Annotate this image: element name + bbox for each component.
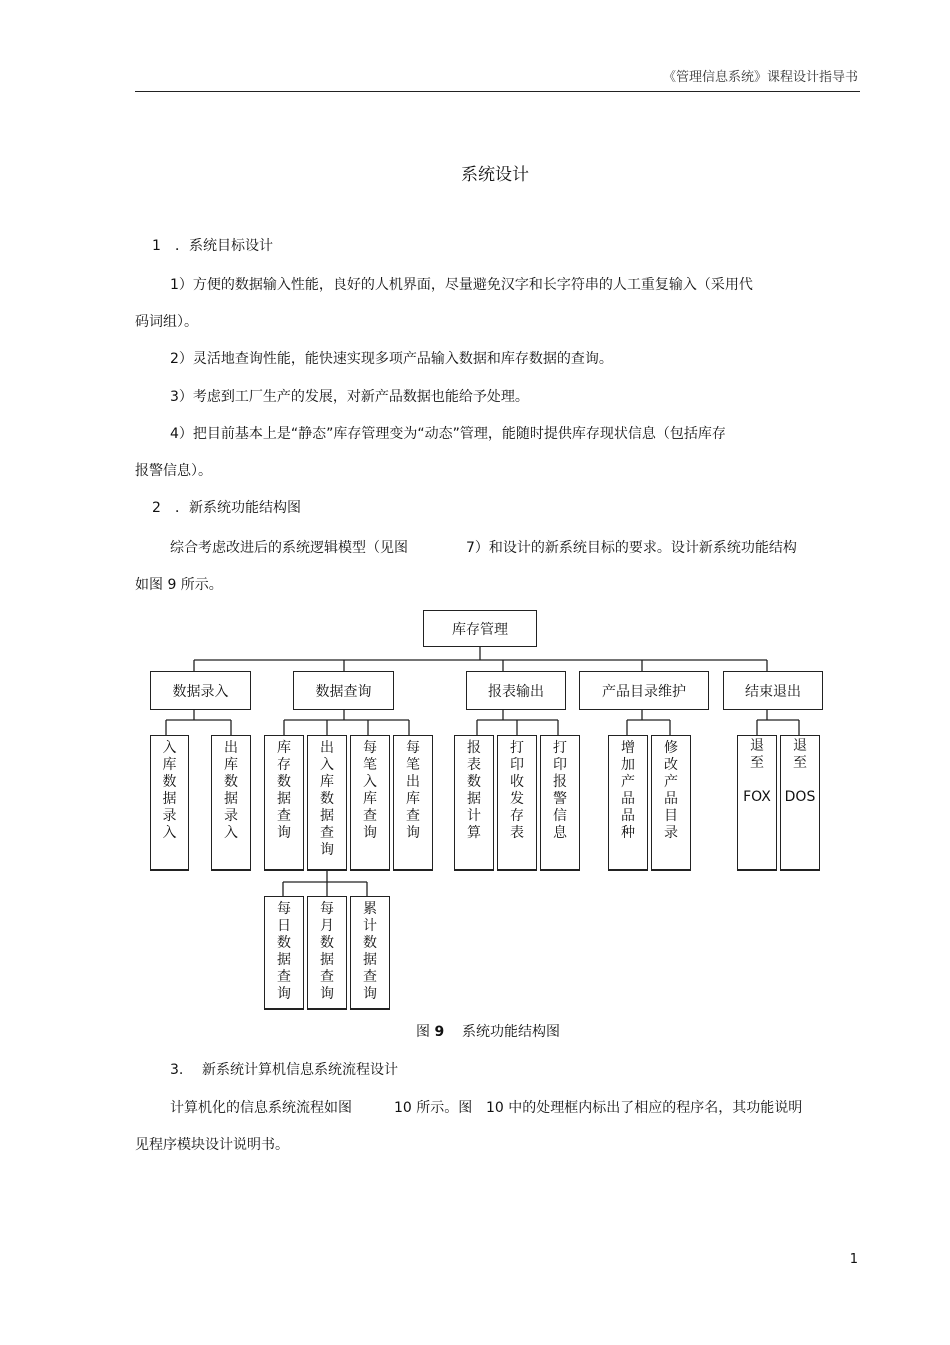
section-3-para-d: 见程序模块设计说明书。 bbox=[135, 1137, 289, 1153]
node-inout-query-label: 出 入 库 数 据 查 询 bbox=[320, 740, 334, 858]
node-stock-query bbox=[264, 735, 304, 871]
section-2-number: 2 bbox=[152, 500, 161, 516]
node-edit-catalog bbox=[651, 735, 691, 871]
node-cumulative-query bbox=[350, 896, 390, 1010]
node-data-entry: 数据录入 bbox=[150, 671, 251, 710]
node-outbound-entry bbox=[211, 735, 251, 871]
node-report-calc-label: 报 表 数 据 计 算 bbox=[467, 740, 481, 841]
figure-caption-text: 系统功能结构图 bbox=[462, 1024, 561, 1040]
node-data-query: 数据查询 bbox=[293, 671, 394, 710]
section-3-title: 新系统计算机信息系统流程设计 bbox=[202, 1062, 398, 1078]
node-stock-query-label: 库 存 数 据 查 询 bbox=[277, 740, 291, 841]
node-inbound-entry-label: 入 库 数 据 录 入 bbox=[162, 740, 177, 841]
node-print-alarm-label: 打 印 报 警 信 息 bbox=[553, 740, 567, 841]
page-number: 1 bbox=[849, 1252, 858, 1267]
goal-item-1-cont: 码词组）。 bbox=[135, 314, 198, 330]
goal-item-3: 3）考虑到工厂生产的发展，对新产品数据也能给予处理。 bbox=[170, 389, 529, 405]
section-2-para-b: 7）和设计的新系统目标的要求。设计新系统功能结构 bbox=[466, 540, 797, 556]
node-exit-dos bbox=[780, 735, 820, 871]
figure-caption-label: 图 bbox=[416, 1024, 430, 1040]
node-print-inventory bbox=[497, 735, 537, 871]
node-exit-fox-label: 退 至 FOX bbox=[743, 738, 771, 805]
node-report-calc bbox=[454, 735, 494, 871]
node-monthly-query bbox=[307, 896, 347, 1010]
section-1-title: ．系统目标设计 bbox=[175, 238, 273, 254]
node-exit-fox bbox=[737, 735, 777, 871]
node-report-output: 报表输出 bbox=[466, 671, 566, 710]
section-1-number: 1 bbox=[152, 238, 161, 254]
node-exit: 结束退出 bbox=[723, 671, 823, 710]
section-3-para-b: 10 所示。图 bbox=[394, 1100, 473, 1116]
node-daily-query bbox=[264, 896, 304, 1010]
page-title: 系统设计 bbox=[461, 165, 529, 185]
node-each-inbound-query bbox=[350, 735, 390, 871]
goal-item-4: 4）把目前基本上是“静态”库存管理变为“动态”管理，能随时提供库存现状信息（包括库存 bbox=[170, 426, 726, 442]
node-each-outbound-query bbox=[393, 735, 433, 871]
node-inout-query bbox=[307, 735, 347, 871]
node-print-inventory-label: 打 印 收 发 存 表 bbox=[510, 740, 524, 841]
node-catalog-maintenance: 产品目录维护 bbox=[579, 671, 709, 710]
node-inbound-entry bbox=[150, 735, 189, 871]
node-add-product-label: 增 加 产 品 品 种 bbox=[621, 740, 635, 841]
section-3-para-a: 计算机化的信息系统流程如图 bbox=[170, 1100, 352, 1116]
section-2-title: ．新系统功能结构图 bbox=[175, 500, 301, 516]
figure-caption bbox=[416, 1021, 560, 1041]
node-monthly-query-label: 每 月 数 据 查 询 bbox=[320, 901, 334, 1002]
section-2-para-a: 综合考虑改进后的系统逻辑模型（见图 bbox=[170, 540, 408, 556]
node-print-alarm bbox=[540, 735, 580, 871]
node-root: 库存管理 bbox=[423, 610, 537, 647]
section-3-number: 3. bbox=[170, 1062, 184, 1078]
goal-item-4-cont: 报警信息）。 bbox=[135, 463, 212, 479]
figure-caption-number: 9 bbox=[434, 1024, 445, 1040]
goal-item-2: 2）灵活地查询性能，能快速实现多项产品输入数据和库存数据的查询。 bbox=[170, 351, 613, 367]
section-3-para-c: 10 中的处理框内标出了相应的程序名，其功能说明 bbox=[486, 1100, 803, 1116]
node-exit-dos-label: 退 至 DOS bbox=[784, 738, 816, 805]
node-edit-catalog-label: 修 改 产 品 目 录 bbox=[664, 740, 678, 841]
node-cumulative-query-label: 累 计 数 据 查 询 bbox=[363, 901, 377, 1002]
node-add-product bbox=[608, 735, 648, 871]
section-2-para-c: 如图 9 所示。 bbox=[135, 577, 223, 593]
running-header: 《管理信息系统》课程设计指导书 bbox=[662, 70, 858, 85]
goal-item-1: 1）方便的数据输入性能，良好的人机界面，尽量避免汉字和长字符串的人工重复输入（采用代 bbox=[170, 277, 753, 293]
node-outbound-entry-label: 出 库 数 据 录 入 bbox=[224, 740, 238, 841]
node-each-outbound-query-label: 每 笔 出 库 查 询 bbox=[406, 740, 420, 841]
node-each-inbound-query-label: 每 笔 入 库 查 询 bbox=[363, 740, 377, 841]
node-daily-query-label: 每 日 数 据 查 询 bbox=[277, 901, 291, 1002]
